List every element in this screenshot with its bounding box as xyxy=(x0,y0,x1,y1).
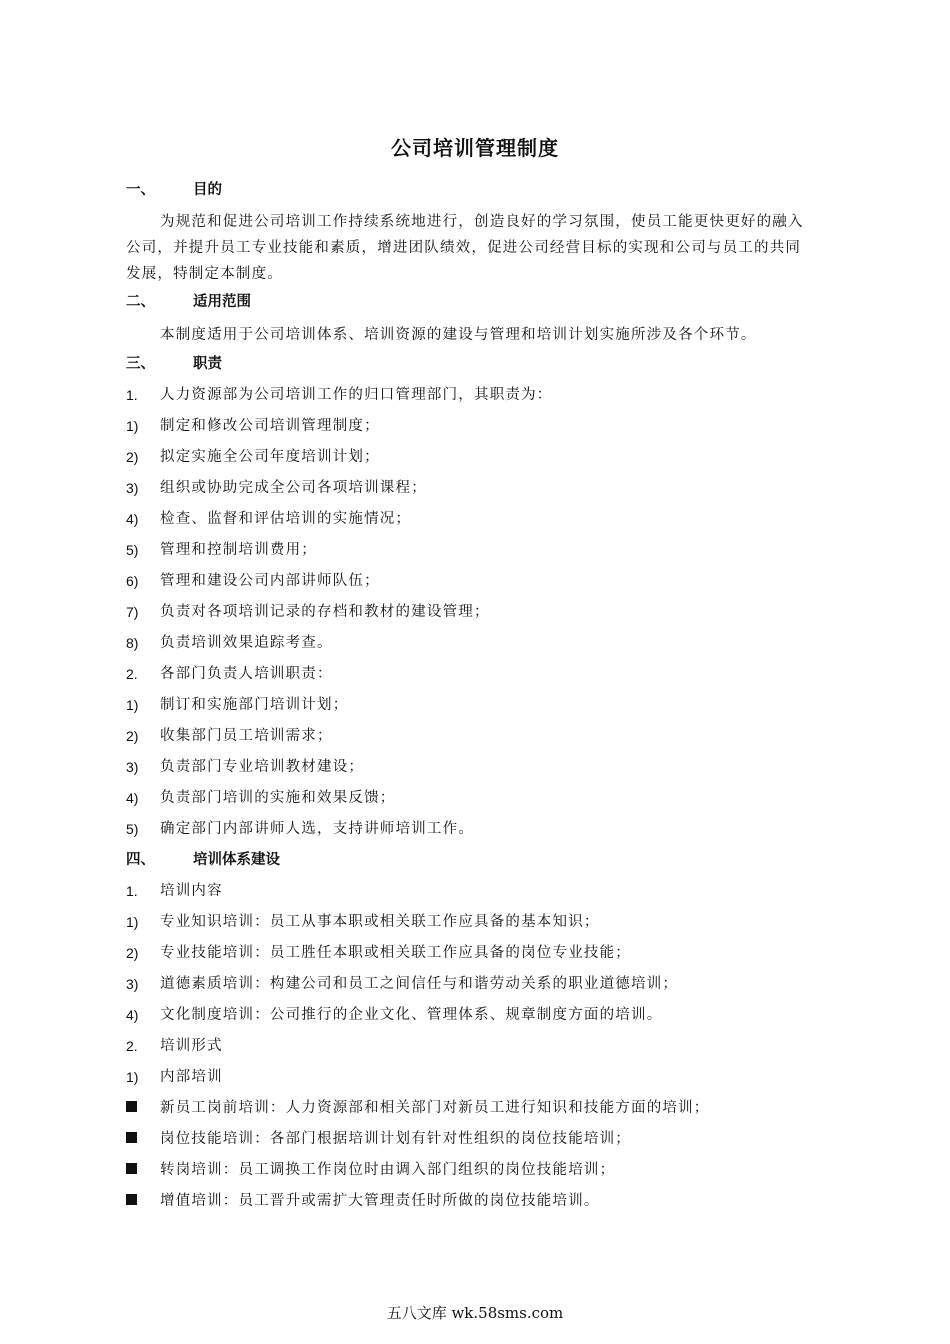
item-number: 3) xyxy=(126,976,139,992)
item-number: 7) xyxy=(126,604,139,620)
item-text: 培训内容 xyxy=(160,883,223,899)
section-title: 职责 xyxy=(193,356,222,372)
page-footer: 五八文库 wk.58sms.com xyxy=(386,1304,564,1322)
item-text: 确定部门内部讲师人选，支持讲师培训工作。 xyxy=(160,821,474,837)
item-number: 2) xyxy=(126,449,139,465)
item-text: 负责对各项培训记录的存档和教材的建设管理； xyxy=(160,604,490,620)
paragraph-line: 为规范和促进公司培训工作持续系统地进行，创造良好的学习氛围，使员工能更快更好的融入 xyxy=(160,214,804,230)
section-number: 三、 xyxy=(126,356,155,372)
item-number: 1. xyxy=(126,387,138,403)
item-text: 管理和建设公司内部讲师队伍； xyxy=(160,573,380,589)
item-text: 文化制度培训：公司推行的企业文化、管理体系、规章制度方面的培训。 xyxy=(160,1007,663,1023)
item-number: 2. xyxy=(126,666,138,682)
item-text: 管理和控制培训费用； xyxy=(160,542,317,558)
item-text: 培训形式 xyxy=(160,1038,223,1054)
item-text: 专业技能培训：员工胜任本职或相关联工作应具备的岗位专业技能； xyxy=(160,945,631,961)
item-number: 5) xyxy=(126,821,139,837)
item-number: 1) xyxy=(126,1069,139,1085)
square-bullet-icon xyxy=(126,1194,137,1205)
item-text: 收集部门员工培训需求； xyxy=(160,728,333,744)
item-number: 1) xyxy=(126,697,139,713)
item-text: 岗位技能培训：各部门根据培训计划有针对性组织的岗位技能培训； xyxy=(160,1131,631,1147)
item-text: 制定和修改公司培训管理制度； xyxy=(160,418,380,434)
item-text: 制订和实施部门培训计划； xyxy=(160,697,349,713)
item-number: 1) xyxy=(126,418,139,434)
item-text: 人力资源部为公司培训工作的归口管理部门，其职责为： xyxy=(160,387,553,403)
item-text: 内部培训 xyxy=(160,1069,223,1085)
item-text: 专业知识培训：员工从事本职或相关联工作应具备的基本知识； xyxy=(160,914,600,930)
section-number: 二、 xyxy=(126,294,155,310)
item-number: 4) xyxy=(126,1007,139,1023)
paragraph-line: 本制度适用于公司培训体系、培训资源的建设与管理和培训计划实施所涉及各个环节。 xyxy=(160,327,757,343)
item-number: 6) xyxy=(126,573,139,589)
item-number: 1. xyxy=(126,883,138,899)
item-number: 4) xyxy=(126,511,139,527)
item-text: 检查、监督和评估培训的实施情况； xyxy=(160,511,412,527)
item-number: 2. xyxy=(126,1038,138,1054)
item-text: 负责部门培训的实施和效果反馈； xyxy=(160,790,396,806)
item-text: 各部门负责人培训职责： xyxy=(160,666,333,682)
item-text: 转岗培训：员工调换工作岗位时由调入部门组织的岗位技能培训； xyxy=(160,1162,616,1178)
paragraph-line: 发展，特制定本制度。 xyxy=(126,266,283,282)
square-bullet-icon xyxy=(126,1163,137,1174)
section-title: 适用范围 xyxy=(193,294,251,310)
square-bullet-icon xyxy=(126,1101,137,1112)
item-number: 8) xyxy=(126,635,139,651)
item-number: 3) xyxy=(126,480,139,496)
item-text: 负责部门专业培训教材建设； xyxy=(160,759,365,775)
item-number: 1) xyxy=(126,914,139,930)
item-number: 3) xyxy=(126,759,139,775)
item-number: 5) xyxy=(126,542,139,558)
section-title: 培训体系建设 xyxy=(193,852,280,868)
item-text: 道德素质培训：构建公司和员工之间信任与和谐劳动关系的职业道德培训； xyxy=(160,976,679,992)
item-number: 4) xyxy=(126,790,139,806)
item-number: 2) xyxy=(126,728,139,744)
section-number: 四、 xyxy=(126,852,155,868)
section-number: 一、 xyxy=(126,182,155,198)
section-title: 目的 xyxy=(193,182,222,198)
item-text: 组织或协助完成全公司各项培训课程； xyxy=(160,480,427,496)
item-text: 新员工岗前培训：人力资源部和相关部门对新员工进行知识和技能方面的培训； xyxy=(160,1100,710,1116)
paragraph-line: 公司，并提升员工专业技能和素质，增进团队绩效，促进公司经营目标的实现和公司与员工的共同 xyxy=(126,240,802,256)
square-bullet-icon xyxy=(126,1132,137,1143)
item-text: 负责培训效果追踪考查。 xyxy=(160,635,333,651)
item-text: 拟定实施全公司年度培训计划； xyxy=(160,449,380,465)
document-title: 公司培训管理制度 xyxy=(391,136,559,160)
item-text: 增值培训：员工晋升或需扩大管理责任时所做的岗位技能培训。 xyxy=(160,1193,600,1209)
item-number: 2) xyxy=(126,945,139,961)
